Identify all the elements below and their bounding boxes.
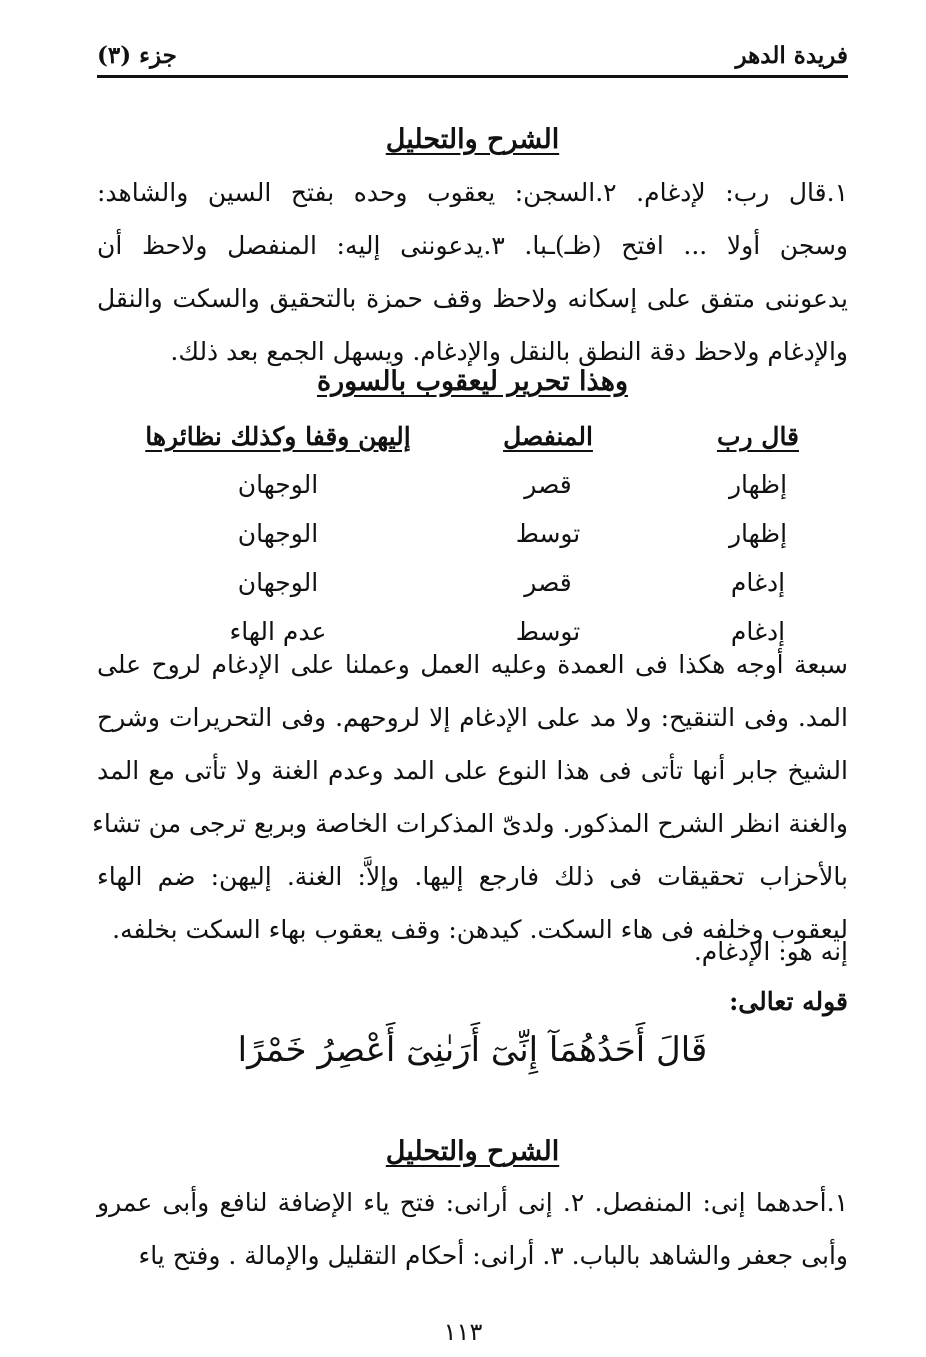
book-title: فريدة الدهر — [735, 42, 848, 69]
qawluhu-line: قوله تعالى: — [729, 987, 848, 1016]
text-line: الشيخ جابر أنها تأتى فى هذا النوع على المد وعدم الغنة ولا تأتى مع المد — [97, 756, 848, 785]
table-column-munfasil — [468, 414, 628, 656]
table-header: المنفصل — [503, 422, 593, 451]
table-cell: إدغام — [730, 568, 786, 597]
table-cell: إظهار — [728, 470, 788, 499]
text-line: يدعوننى متفق على إسكانه ولاحظ وقف حمزة بالتحقيق والسكت والنقل — [97, 284, 848, 313]
text-line: والغنة انظر الشرح المذكور. ولدىّ المذكرات الخاصة وبربع ترجى من تشاء — [92, 809, 848, 838]
commentary-paragraph-2 — [92, 638, 848, 956]
table-cell: الوجهان — [237, 470, 319, 499]
section-heading-sharh: الشرح والتحليل — [385, 124, 560, 155]
table-cell: الوجهان — [237, 568, 319, 597]
text-line: بالأحزاب تحقيقات فى ذلك فارجع إليها. وإلاَّ: الغنة. إليهن: ضم الهاء — [97, 862, 848, 891]
page-number: ١١٣ — [443, 1318, 483, 1346]
running-header — [97, 38, 848, 78]
text-line: وسجن أولا ... افتح (ظـ)ـبا. ٣.يدعوننى إليه: المنفصل ولاحظ أن — [97, 231, 848, 260]
section-heading-sharh-2: الشرح والتحليل — [385, 1136, 560, 1167]
text-line: والإدغام ولاحظ دقة النطق بالنقل والإدغام. ويسهل الجمع بعد ذلك. — [170, 337, 848, 366]
text-line: المد. وفى التنقيح: ولا مد على الإدغام إلا لروحهم. وفى التحريرات وشرح — [97, 703, 848, 732]
commentary-paragraph-3 — [97, 1176, 848, 1282]
text-line: سبعة أوجه هكذا فى العمدة وعليه العمل وعملنا على الإدغام لروح على — [97, 650, 848, 679]
table-cell: قصر — [524, 470, 572, 499]
part-number: جزء (٣) — [97, 42, 177, 69]
commentary-paragraph-1 — [97, 166, 848, 378]
table-cell: إدغام — [730, 617, 786, 646]
table-column-ilayhinna — [118, 414, 438, 656]
inno-huwa-line: إنه هو: الإدغام. — [693, 937, 848, 966]
table-header: قال رب — [716, 422, 800, 451]
table-header: إليهن وقفا وكذلك نظائرها — [145, 422, 411, 451]
table-cell: قصر — [524, 568, 572, 597]
table-cell: الوجهان — [237, 519, 319, 548]
table-cell: توسط — [515, 617, 581, 646]
table-cell: عدم الهاء — [229, 617, 327, 646]
text-line: وأبى جعفر والشاهد بالباب. ٣. أرانى: أحكام التقليل والإمالة . وفتح ياء — [138, 1241, 848, 1270]
table-cell: إظهار — [728, 519, 788, 548]
text-line: ليعقوب وخلفه فى هاء السكت. كيدهن: وقف يعقوب بهاء السكت بخلفه. — [112, 915, 848, 944]
header-rule — [97, 75, 848, 78]
table-heading: وهذا تحرير ليعقوب بالسورة — [316, 366, 628, 397]
table-column-qal-rabb — [688, 414, 828, 656]
text-line: ١.أحدهما إنى: المنفصل. ٢. إنى أرانى: فتح ياء الإضافة لنافع وأبى عمرو — [97, 1188, 848, 1217]
tahrir-table — [97, 414, 848, 646]
quran-verse: قَالَ أَحَدُهُمَآ إِنِّىٓ أَرَىٰنِىٓ أَعْصِرُ خَمْرًا — [237, 1030, 708, 1070]
text-line: ١.قال رب: لإدغام. ٢.السجن: يعقوب وحده بفتح السين والشاهد: — [97, 178, 848, 207]
table-cell: توسط — [515, 519, 581, 548]
